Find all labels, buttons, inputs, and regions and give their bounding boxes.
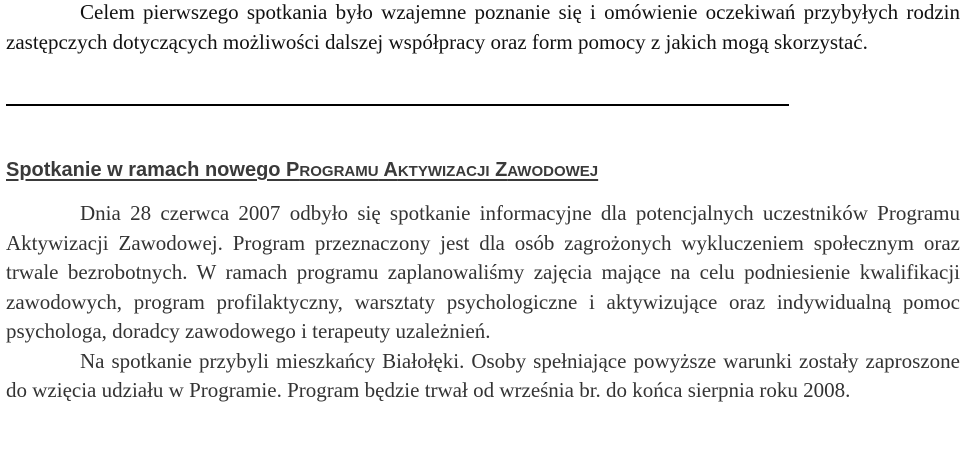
heading-part: Spotkanie w ramach nowego P: [6, 159, 300, 181]
heading-part: A: [378, 159, 398, 181]
intro-paragraph: Celem pierwszego spotkania było wzajemne poznanie się i omówienie oczekiwań przybyłych rodzin zastępczych dotyczących możliwości dalszej współpracy oraz form pomocy z jakich mogą skorzystać.: [6, 0, 960, 54]
document-page: [6, 0, 960, 462]
section-paragraph-1: Dnia 28 czerwca 2007 odbyło się spotkanie informacyjne dla potencjalnych uczestników Programu Aktywizacji Zawodowej. Program przeznaczony jest dla osób zagrożonych wykluczeniem społecznym oraz trwale bezrobotnych. W ramach programu zaplanowaliśmy zajęcia mające na celu podniesienie kwalifikacji zawodowych, program profilaktyczny, warsztaty psychologiczne i aktywizujące oraz indywidualną pomoc psychologa, doradcy zawodowego i terapeuty uzależnień.: [6, 201, 960, 343]
heading-part: AWODOWEJ: [507, 163, 599, 180]
heading-part: ROGRAMU: [299, 163, 379, 180]
horizontal-divider: [6, 104, 789, 106]
section-heading: [6, 157, 598, 185]
heading-part: Z: [489, 159, 508, 181]
heading-part: KTYWIZACJI: [397, 163, 490, 180]
section-body: [6, 199, 960, 406]
section-paragraph-2: Na spotkanie przybyli mieszkańcy Białołęki. Osoby spełniające powyższe warunki zostały zaproszone do wzięcia udziału w Programie. Program będzie trwał od września br. do końca sierpnia roku 2008.: [6, 348, 960, 402]
